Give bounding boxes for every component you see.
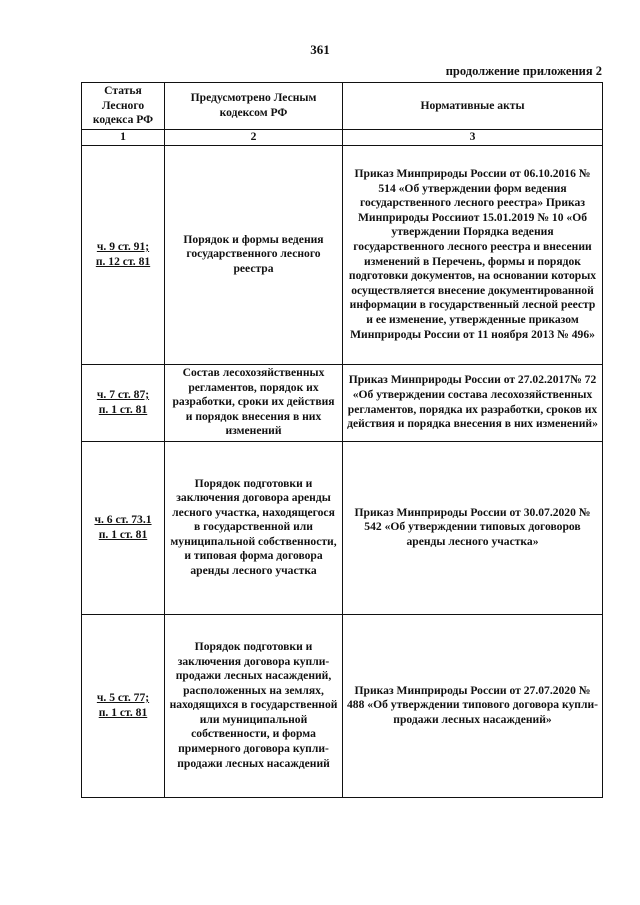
column-number: 2 — [165, 130, 343, 146]
table-row — [82, 441, 603, 614]
column-number-row — [82, 130, 603, 146]
header-article: Статья Лесного кодекса РФ — [82, 83, 165, 130]
provided-cell: Состав лесохозяйственных регламентов, порядок их разработки, сроки их действия и порядок внесения в них изменений — [165, 364, 343, 441]
column-number: 1 — [82, 130, 165, 146]
article-ref: п. 1 ст. 81 — [98, 402, 148, 416]
article-cell — [82, 614, 165, 797]
acts-cell — [343, 145, 603, 364]
acts-text: Приказ Минприроды России от 27.02.2017№ 72 «Об утверждении состава лесохозяйственных регламентов, порядка их разработки, сроков их действия и порядка внесения в них изменений» — [347, 373, 598, 431]
acts-text: Приказ Минприроды России от 06.10.2016 № 514 «Об утверждении форм ведения государственного лесного реестра» Приказ Минприроды Россииот 15.01.2019 № 10 «Об утверждении Порядка ведения государственного лесного реестра и внесении изменений в Перечень, формы и порядок подготовки документов, на основании которых осуществляется внесение документированной информации в государственный лесной реестр и ее изменение, утвержденные приказом Минприроды России от 11 ноября 2013 № 496» — [348, 167, 597, 341]
article-ref: ч. 9 ст. 91; — [96, 240, 150, 253]
article-ref: ч. 6 ст. 73.1 — [94, 513, 152, 526]
acts-cell — [343, 614, 603, 797]
acts-text: Приказ Минприроды России от 30.07.2020 № 542 «Об утверждении типовых договоров аренды лесного участка» — [354, 505, 591, 548]
provided-cell: Порядок подготовки и заключения договора аренды лесного участка, находящегося в государственной или муниципальной собственности, и типовая форма договора аренды лесного участка — [165, 441, 343, 614]
article-ref: п. 1 ст. 81 — [98, 705, 148, 719]
provided-cell: Порядок подготовки и заключения договора купли-продажи лесных насаждений, расположенных на землях, находящихся в государственной или муниципальной собственности, и форма примерного договора купли-продажи лесных насаждений — [165, 614, 343, 797]
article-ref: ч. 5 ст. 77; — [96, 691, 150, 704]
header-provided: Предусмотрено Лесным кодексом РФ — [165, 83, 343, 130]
acts-text: Приказ Минприроды России от 27.07.2020 № 488 «Об утверждении типового договора купли-продажи лесных насаждений» — [346, 683, 599, 726]
article-ref: п. 1 ст. 81 — [98, 527, 148, 541]
continuation-note: продолжение приложения 2 — [445, 64, 602, 78]
page-number: 361 — [310, 42, 330, 57]
table-header-row — [82, 83, 603, 130]
article-cell — [82, 364, 165, 441]
article-ref: ч. 7 ст. 87; — [96, 388, 150, 401]
regulations-table — [81, 82, 603, 798]
table-row — [82, 614, 603, 797]
article-cell — [82, 441, 165, 614]
acts-cell — [343, 364, 603, 441]
header-acts: Нормативные акты — [343, 83, 603, 130]
table-row — [82, 145, 603, 364]
column-number: 3 — [343, 130, 603, 146]
acts-cell — [343, 441, 603, 614]
provided-cell: Порядок и формы ведения государственного лесного реестра — [165, 145, 343, 364]
article-ref: п. 12 ст. 81 — [95, 254, 151, 268]
table-row — [82, 364, 603, 441]
article-cell — [82, 145, 165, 364]
